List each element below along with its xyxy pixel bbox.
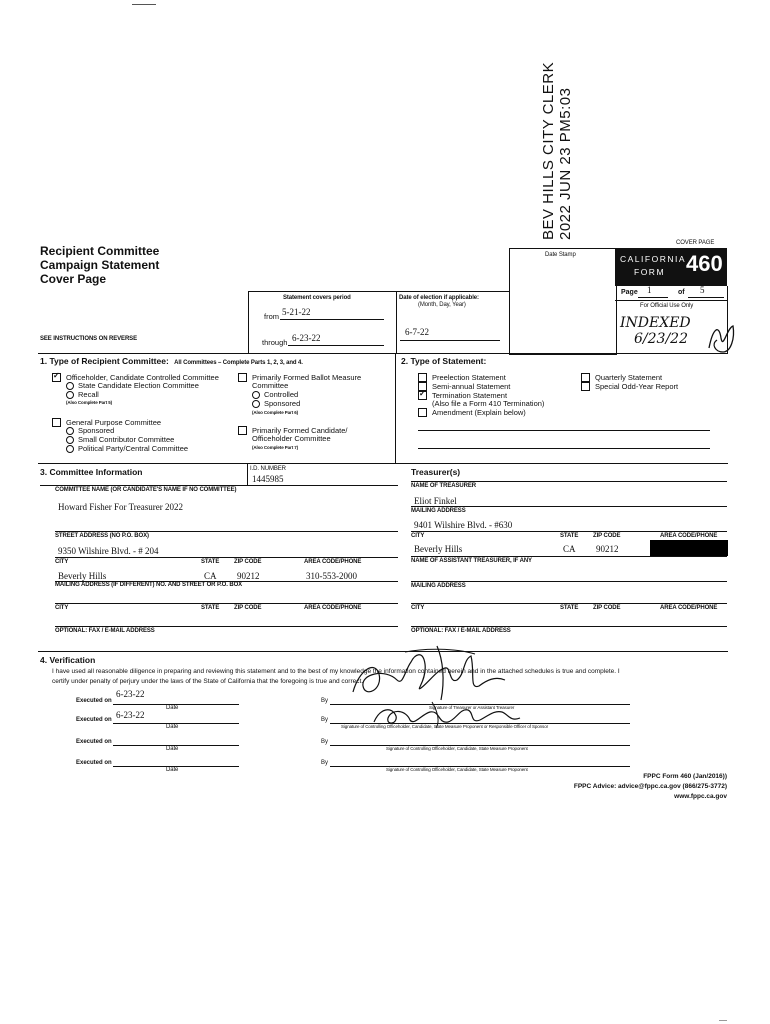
amendment-label: Amendment (Explain below) [432, 408, 526, 417]
termination-checkbox[interactable] [418, 391, 427, 400]
exec-date-1: 6-23-22 [116, 689, 145, 699]
official-use-label: For Official Use Only [640, 303, 694, 309]
page-label: Page [621, 289, 638, 296]
section1-subtitle: All Committees – Complete Parts 1, 2, 3, and 4. [174, 360, 303, 366]
semiannual-label: Semi-annual Statement [432, 382, 511, 391]
treasurer-city-label: CITY [411, 533, 425, 539]
title-line-1: Recipient Committee [40, 244, 160, 258]
by-label-4: By [321, 760, 329, 766]
title-line-2: Campaign Statement [40, 258, 160, 272]
treasurer-title: Treasurer(s) [411, 467, 461, 477]
by-label-3: By [321, 739, 329, 745]
pf-candidate-label-1: Primarily Formed Candidate/ [252, 426, 348, 435]
treasurer-zip-label-2: ZIP CODE [593, 605, 621, 611]
general-purpose-label: General Purpose Committee [66, 418, 162, 427]
recall-radio[interactable] [66, 391, 74, 399]
state-candidate-label: State Candidate Election Committee [78, 381, 199, 390]
through-label: through [262, 338, 288, 347]
street-label: STREET ADDRESS (NO P.O. BOX) [55, 533, 149, 539]
amendment-line-1 [418, 430, 710, 431]
pf-candidate-checkbox[interactable] [238, 426, 247, 435]
treasurer-state-label: STATE [560, 533, 579, 539]
also-part6: (Also Complete Part 6) [252, 410, 299, 415]
cover-page-label: COVER PAGE [676, 240, 715, 246]
sig-caption-2: Signature of Controlling Officeholder, Candidate, State Measure Proponent or Responsible Officer of Sponsor [341, 724, 549, 729]
executed-on-4: Executed on [76, 760, 112, 766]
date-label-2: Date [166, 724, 179, 730]
from-value: 5-21-22 [282, 307, 311, 317]
indexed-note [620, 315, 691, 347]
recall-label: Recall [78, 390, 99, 399]
treasurer-zip-label: ZIP CODE [593, 533, 621, 539]
state-label: STATE [201, 559, 220, 565]
zip-value: 90212 [237, 571, 260, 581]
preelection-label: Preelection Statement [432, 373, 506, 382]
election-label-1: Date of election if applicable: [399, 295, 479, 301]
title-line-3: Cover Page [40, 272, 107, 286]
officeholder-label: Officeholder, Candidate Controlled Committee [66, 373, 219, 382]
treasurer-optional-label: OPTIONAL: FAX / E-MAIL ADDRESS [411, 628, 511, 634]
by-label-2: By [321, 717, 329, 723]
election-label-2: (Month, Day, Year) [418, 302, 466, 308]
redacted-phone [650, 540, 728, 556]
phone-value: 310-553-2000 [306, 571, 357, 581]
treasurer-mailing-label-2: MAILING ADDRESS [411, 583, 466, 589]
id-value: 1445985 [252, 474, 284, 484]
from-label: from [264, 312, 279, 321]
ballot-measure-checkbox[interactable] [238, 373, 247, 382]
small-contributor-label: Small Contributor Committee [78, 435, 175, 444]
committee-name-label: COMMITTEE NAME (OR CANDIDATE'S NAME IF NO COMMITTEE) [55, 487, 237, 493]
pf-candidate-label-2: Officeholder Committee [252, 434, 331, 443]
treasurer-city-label-2: CITY [411, 605, 425, 611]
bm-sponsored-radio[interactable] [252, 400, 260, 408]
small-contributor-radio[interactable] [66, 436, 74, 444]
controlled-label: Controlled [264, 390, 299, 399]
id-label: I.D. NUMBER [250, 466, 286, 472]
indexed-date: 6/23/22 [634, 331, 688, 347]
form-number: 460 [686, 251, 723, 276]
date-label-1: Date [166, 705, 179, 711]
of-label: of [678, 289, 685, 296]
executed-on-1: Executed on [76, 698, 112, 704]
also-part7: (Also Complete Part 7) [252, 445, 299, 450]
state-label-2: STATE [201, 605, 220, 611]
zip-label: ZIP CODE [234, 559, 262, 565]
page-total: 5 [700, 285, 705, 295]
footer-advice: FPPC Advice: advice@fppc.ca.gov (866/275-3772) [573, 783, 727, 790]
top-mark [132, 4, 156, 5]
assistant-label: NAME OF ASSISTANT TREASURER, IF ANY [411, 558, 532, 564]
treasurer-name-label: NAME OF TREASURER [411, 483, 476, 489]
treasurer-name: Eliot Finkel [414, 496, 457, 506]
executed-on-2: Executed on [76, 717, 112, 723]
form-badge [615, 248, 727, 286]
section3-title: 3. Committee Information [40, 467, 143, 477]
treasurer-phone-label-2: AREA CODE/PHONE [660, 605, 718, 611]
date-stamp-box [509, 248, 617, 355]
stamp-line-1: BEV HILLS CITY CLERK [540, 61, 557, 240]
page-number: 1 [647, 285, 652, 295]
section1-title-text: 1. Type of Recipient Committee: [40, 356, 169, 366]
amendment-checkbox[interactable] [418, 408, 427, 417]
city-label: CITY [55, 559, 69, 565]
preelection-checkbox[interactable] [418, 373, 427, 382]
verification-text-2: certify under penalty of perjury under the laws of the State of California that the foregoing is true and correct. [52, 678, 364, 685]
clerk-stamp [540, 0, 580, 240]
treasurer-state: CA [563, 544, 576, 554]
treasurer-zip: 90212 [596, 544, 619, 554]
gp-sponsored-radio[interactable] [66, 427, 74, 435]
see-instructions: SEE INSTRUCTIONS ON REVERSE [40, 336, 137, 342]
state-value: CA [204, 571, 217, 581]
treasurer-state-label-2: STATE [560, 605, 579, 611]
also-part5: (Also Complete Part 5) [66, 400, 113, 405]
header-rule [38, 353, 728, 354]
political-party-label: Political Party/Central Committee [78, 444, 189, 453]
period-label: Statement covers period [283, 295, 351, 301]
street-value: 9350 Wilshire Blvd. - # 204 [58, 546, 159, 556]
special-odd-year-label: Special Odd-Year Report [595, 382, 679, 391]
footer [540, 772, 727, 802]
treasurer-mailing-label: MAILING ADDRESS [411, 508, 466, 514]
termination-note: (Also file a Form 410 Termination) [432, 399, 545, 408]
date-label-3: Date [166, 746, 179, 752]
political-party-radio[interactable] [66, 445, 74, 453]
mailing-label: MAILING ADDRESS (IF DIFFERENT) NO. AND STREET OR P.O. BOX [55, 582, 243, 588]
form-badge-ca: CALIFORNIA [620, 254, 687, 264]
treasurer-city: Beverly Hills [414, 544, 463, 554]
footer-form-ref: FPPC Form 460 (Jan/2016)) [643, 773, 727, 780]
date-stamp-label: Date Stamp [545, 252, 576, 258]
zip-label-2: ZIP CODE [234, 605, 262, 611]
quarterly-checkbox[interactable] [581, 373, 590, 382]
special-odd-year-checkbox[interactable] [581, 382, 590, 391]
state-candidate-radio[interactable] [66, 382, 74, 390]
bm-sponsored-label: Sponsored [264, 399, 301, 408]
exec-date-2: 6-23-22 [116, 710, 145, 720]
section1-title [40, 356, 303, 366]
committee-name: Howard Fisher For Treasurer 2022 [58, 502, 183, 512]
treasurer-phone-label: AREA CODE/PHONE [660, 533, 718, 539]
general-purpose-checkbox[interactable] [52, 418, 61, 427]
city-label-2: CITY [55, 605, 69, 611]
stamp-line-2: 2022 JUN 23 PM5:03 [557, 87, 574, 240]
through-value: 6-23-22 [292, 333, 321, 343]
optional-label: OPTIONAL: FAX / E-MAIL ADDRESS [55, 628, 155, 634]
ballot-measure-label-1: Primarily Formed Ballot Measure [252, 373, 362, 382]
phone-label: AREA CODE/PHONE [304, 559, 362, 565]
termination-label: Termination Statement [432, 391, 508, 400]
controlled-radio[interactable] [252, 391, 260, 399]
city-value: Beverly Hills [58, 571, 107, 581]
candidate-signature [370, 700, 530, 730]
indexed-text: INDEXED [620, 315, 691, 331]
page-title [40, 244, 159, 286]
phone-label-2: AREA CODE/PHONE [304, 605, 362, 611]
date-label-4: Date [166, 767, 179, 773]
sig-caption-3: Signature of Controlling Officeholder, Candidate, State Measure Proponent [386, 746, 528, 751]
gp-sponsored-label: Sponsored [78, 426, 115, 435]
section4-title: 4. Verification [40, 655, 96, 665]
ballot-measure-label-2: Committee [252, 381, 289, 390]
by-label-1: By [321, 698, 329, 704]
executed-on-3: Executed on [76, 739, 112, 745]
sig-caption-4: Signature of Controlling Officeholder, Candidate, State Measure Proponent [386, 767, 528, 772]
initials-scribble [705, 318, 737, 356]
election-value: 6-7-22 [405, 327, 429, 337]
quarterly-label: Quarterly Statement [595, 373, 663, 382]
officeholder-checkbox[interactable] [52, 373, 61, 382]
footer-website: www.fppc.ca.gov [674, 793, 727, 800]
bottom-speck [719, 1020, 727, 1021]
verification-text-1: I have used all reasonable diligence in preparing and reviewing this statement and to the best of my knowledge the information contained herein and in the attached schedules is true and complete. I [52, 668, 620, 675]
sig-caption-1: Signature of Treasurer or Assistant Treasurer [429, 705, 515, 710]
section2-title: 2. Type of Statement: [401, 356, 487, 366]
treasurer-signature [345, 640, 525, 706]
treasurer-mailing: 9401 Wilshire Blvd. - #630 [414, 520, 513, 530]
amendment-line-2 [418, 448, 710, 449]
form-badge-form: FORM [634, 267, 666, 277]
